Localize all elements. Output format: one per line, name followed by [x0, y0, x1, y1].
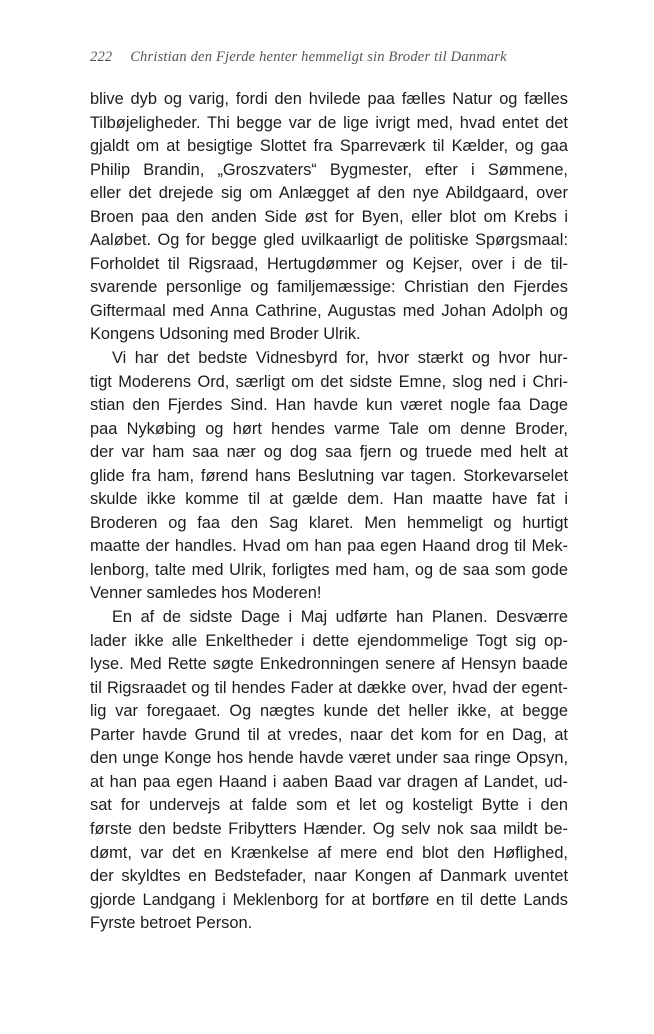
paragraph-1	[90, 88, 568, 347]
text-line: sat for undervejs at falde som et let og kosteligt Bytte i den	[90, 796, 568, 815]
text-line: gjorde Landgang i Meklenborg for at bortføre en til dette Lands	[90, 890, 568, 909]
text-line: Broderen og faa den Sag klaret. Men hemmeligt og hurtigt	[90, 513, 568, 532]
text-line: Vi har det bedste Vidnesbyrd for, hvor stærkt og hvor hur-	[112, 349, 568, 368]
text-line: lader ikke alle Enkeltheder i dette ejendommelige Togt sig op-	[90, 631, 568, 650]
text-line: Broen paa den anden Side øst for Byen, eller blot om Krebs i	[90, 207, 568, 226]
text-line: En af de sidste Dage i Maj udførte han Planen. Desværre	[112, 608, 568, 627]
text-line: eller det drejede sig om Anlægget af den nye Abildgaard, over	[90, 184, 568, 203]
text-line: paa Nykøbing og hørt hendes varme Tale om denne Broder,	[90, 419, 568, 438]
text-line: lyse. Med Rette søgte Enkedronningen senere af Hensyn baade	[90, 655, 568, 674]
text-line: Giftermaal med Anna Cathrine, Augustas med Johan Adolph og	[90, 301, 568, 320]
text-line: Parter havde Grund til at vredes, naar det kom for en Dag, at	[90, 725, 568, 744]
page-number: 222	[90, 49, 113, 65]
text-line: Tilbøjeligheder. Thi begge var de lige ivrigt med, hvad entet det	[90, 113, 568, 132]
running-head	[90, 49, 590, 66]
text-line: maatte der handles. Hvad om han paa egen Haand drog til Mek-	[90, 537, 568, 556]
paragraph-2	[90, 347, 568, 606]
text-line: lig var foregaaet. Og nægtes kunde det heller ikke, at begge	[90, 702, 568, 721]
text-line: skulde ikke komme til at gælde dem. Han maatte have fat i	[90, 490, 568, 509]
text-line: Forholdet til Rigsraad, Hertugdømmer og Kejser, over i de til-	[90, 254, 568, 273]
text-line: tigt Moderens Ord, særligt om det sidste Emne, slog ned i Chri-	[90, 372, 568, 391]
text-line: den unge Konge hos hende havde været under saa ringe Opsyn,	[90, 749, 568, 768]
text-line: svarende personlige og familjemæssige: Christian den Fjerdes	[90, 278, 568, 297]
text-line: lenborg, talte med Ulrik, forligtes med ham, og de saa som gode	[90, 560, 568, 579]
text-line: Fyrste betroet Person.	[90, 914, 253, 933]
text-line: Kongens Udsoning med Broder Ulrik.	[90, 325, 361, 344]
text-line: glide fra ham, førend hans Beslutning var tagen. Storkevarselet	[90, 466, 568, 485]
text-line: til Rigsraadet og til hendes Fader at dække over, hvad der egent-	[90, 678, 568, 697]
text-line: stian den Fjerdes Sind. Han havde kun været nogle faa Dage	[90, 396, 568, 415]
paragraph-3	[90, 606, 568, 936]
text-line: Philip Brandin, „Groszvaters“ Bygmester, efter i Sømmene,	[90, 160, 568, 179]
text-line: der skyldtes en Bedstefader, naar Kongen af Danmark uventet	[90, 867, 568, 886]
body-text	[90, 88, 568, 936]
text-line: Venner samledes hos Moderen!	[90, 584, 322, 603]
running-title: Christian den Fjerde henter hemmeligt sin Broder til Danmark	[130, 49, 507, 65]
text-line: dømt, var det en Krænkelse af mere end blot den Høflighed,	[90, 843, 568, 862]
text-line: gjaldt om at besigtige Slottet fra Sparreværk til Kælder, og gaa	[90, 137, 568, 156]
text-line: første den bedste Fribytters Hænder. Og selv nok saa mildt be-	[90, 819, 568, 838]
text-line: Aaløbet. Og for begge gled uvilkaarligt de politiske Spørgsmaal:	[90, 231, 568, 250]
text-line: der var ham saa nær og dog saa fjern og truede med helt at	[90, 443, 568, 462]
text-line: at han paa egen Haand i aaben Baad var dragen af Landet, ud-	[90, 772, 568, 791]
text-line: blive dyb og varig, fordi den hvilede paa fælles Natur og fælles	[90, 90, 568, 108]
